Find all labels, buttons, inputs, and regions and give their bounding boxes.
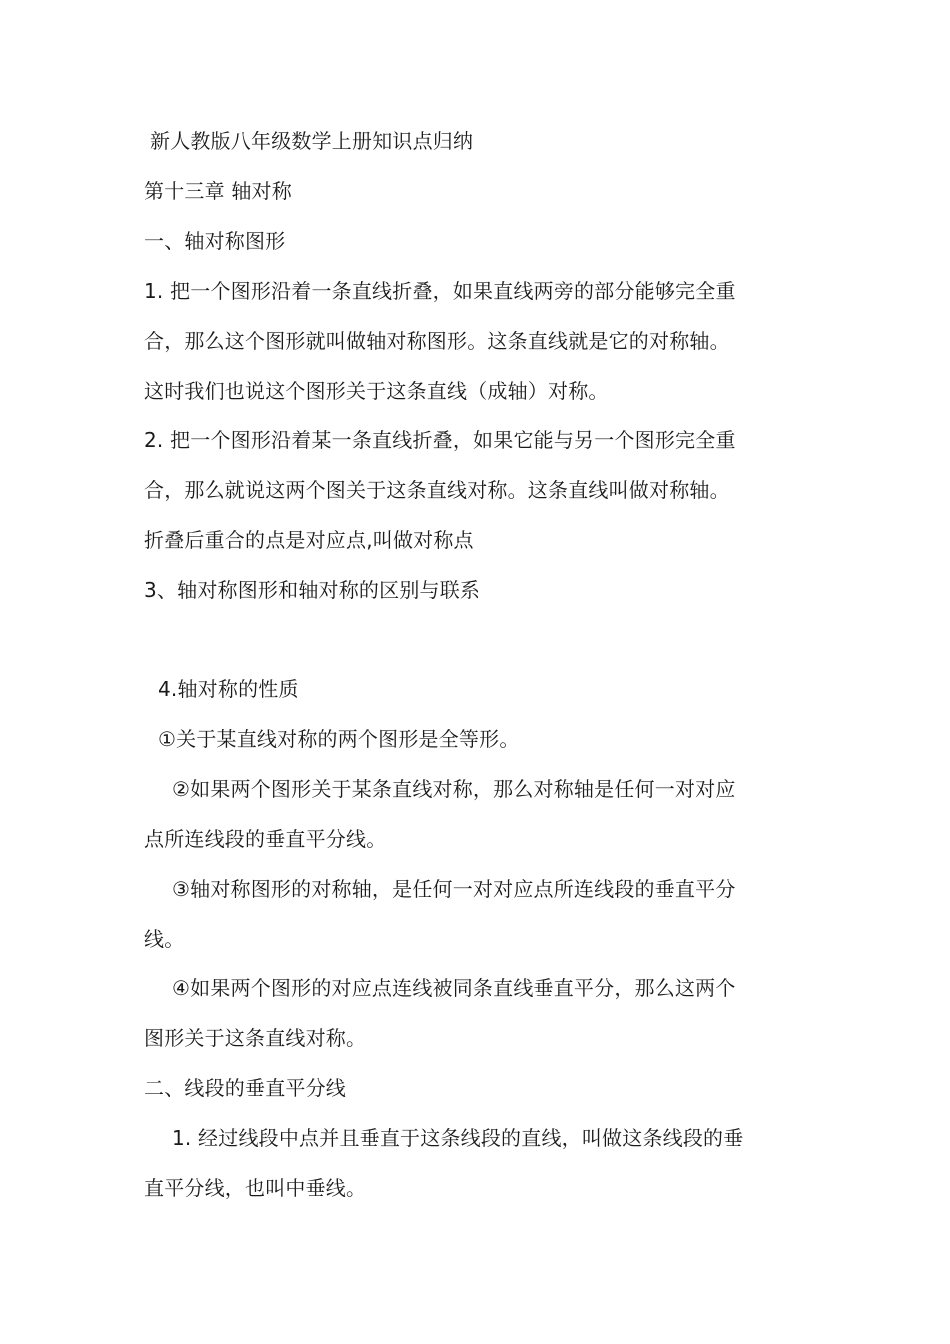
paragraph-line: 合，那么这个图形就叫做轴对称图形。这条直线就是它的对称轴。 bbox=[144, 329, 730, 353]
paragraph-line: 这时我们也说这个图形关于这条直线（成轴）对称。 bbox=[144, 379, 609, 403]
section-heading: 一、轴对称图形 bbox=[144, 229, 286, 253]
property-item: ①关于某直线对称的两个图形是全等形。 bbox=[158, 727, 520, 751]
subsection-heading: 4.轴对称的性质 bbox=[158, 677, 299, 701]
list-item: 3、轴对称图形和轴对称的区别与联系 bbox=[144, 578, 481, 602]
document-title: 新人教版八年级数学上册知识点归纳 bbox=[150, 129, 474, 153]
section-heading: 二、线段的垂直平分线 bbox=[144, 1076, 346, 1100]
property-item: ②如果两个图形关于某条直线对称，那么对称轴是任何一对对应 bbox=[172, 777, 736, 801]
paragraph-line: 1. 经过线段中点并且垂直于这条线段的直线，叫做这条线段的垂 bbox=[172, 1126, 744, 1150]
property-item: ④如果两个图形的对应点连线被同条直线垂直平分，那么这两个 bbox=[172, 976, 736, 1000]
property-item-continued: 线。 bbox=[144, 927, 185, 951]
property-item-continued: 点所连线段的垂直平分线。 bbox=[144, 827, 387, 851]
paragraph-line: 合，那么就说这两个图关于这条直线对称。这条直线叫做对称轴。 bbox=[144, 478, 730, 502]
chapter-heading: 第十三章 轴对称 bbox=[144, 179, 292, 203]
property-item: ③轴对称图形的对称轴，是任何一对对应点所连线段的垂直平分 bbox=[172, 877, 736, 901]
paragraph-line: 直平分线，也叫中垂线。 bbox=[144, 1176, 367, 1200]
paragraph-line: 折叠后重合的点是对应点,叫做对称点 bbox=[144, 528, 474, 552]
property-item-continued: 图形关于这条直线对称。 bbox=[144, 1026, 367, 1050]
paragraph-line: 2. 把一个图形沿着某一条直线折叠，如果它能与另一个图形完全重 bbox=[144, 428, 736, 452]
paragraph-line: 1. 把一个图形沿着一条直线折叠，如果直线两旁的部分能够完全重 bbox=[144, 279, 736, 303]
